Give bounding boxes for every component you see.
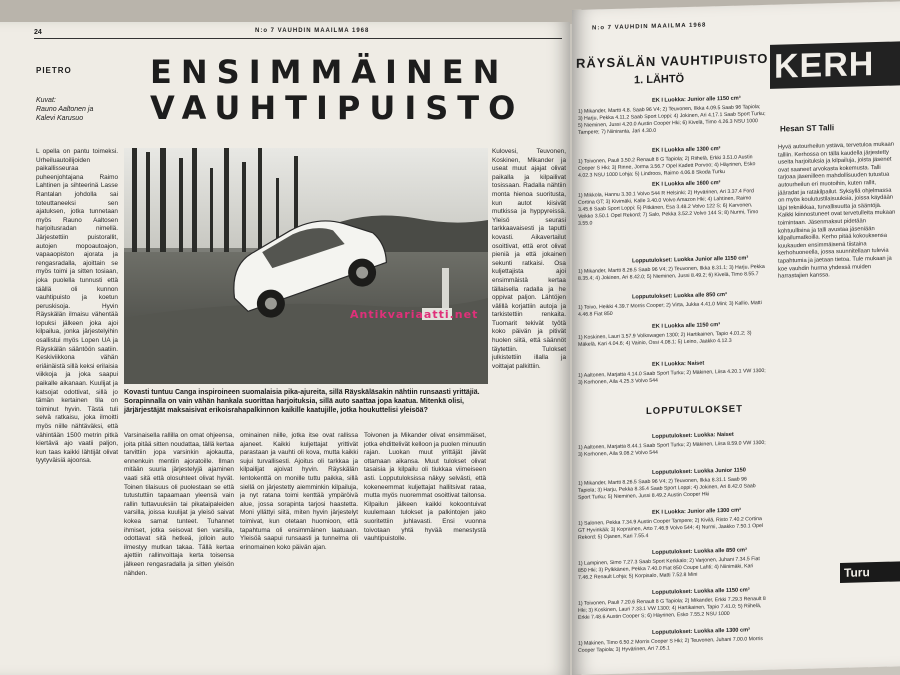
results-section-heading: EK I Luokka: Junior alle 1300 cm³ bbox=[652, 507, 741, 516]
title-line-2: VAUHTIPUISTO bbox=[150, 89, 525, 127]
kerho-heading: KERH bbox=[774, 45, 875, 86]
photo-credits: Kuvat: Rauno Aaltonen ja Kalevi Karusuo bbox=[36, 97, 94, 122]
results-list: 1) Toivonen, Pauli 7.20.6 Renault 8 G Tapiola; 2) Mikander, Erkki 7.29.3 Renault 8 Hki; 3) Koskinen, Lauri 7.33.1 VW 1300; 4) Hartikainen, Tapio 7.41.0; 5) Riihelä, Erkki 7.48.6 Austin Cooper S; 6) Häyrinen, Esko 7.55.2 NSU 1000 bbox=[578, 595, 766, 621]
results-section-heading: Lopputulokset: Luokka alle 1150 cm³ bbox=[652, 587, 750, 596]
header-rule bbox=[34, 38, 562, 39]
results-section-heading: Lopputulokset: Luokka alle 850 cm³ bbox=[652, 547, 747, 556]
results-section-heading: EK I Luokka alle 1150 cm³ bbox=[652, 322, 721, 330]
club-heading: Hesan ST Talli bbox=[780, 123, 835, 134]
watermark-text: Antikvariaatti.net bbox=[350, 308, 479, 321]
turu-heading: Turu bbox=[840, 561, 900, 583]
results-list: 1) Mikander, Martti 8.26.5 Saab 96 V4; 2) Teuvonen, Ilkka 8.31.1; 3) Harju, Pekka 8.35.4; 4) Jokinen, Ari 8.42.0; 5) Nieminen, Jussi 8.49.2; 6) Kivelä, Timo 8.55.7 bbox=[578, 263, 765, 282]
page-number: 24 bbox=[34, 29, 42, 36]
right-running-head: N:o 7 VAUHDIN MAAILMA 1968 bbox=[592, 22, 707, 32]
body-column-4: Toivonen ja Mikander olivat ensimmäiset, jotka ehdittelivät kelloon ja puolen minuutin rajan. Luokan muut yrittäjät jäivät ottamaan aikansa. Muut tulokset olivat tasaisia ja kilpailu oli tiukkaa viimeiseen asti. Lopputuloksissa näkyy selvästi, että kokeneemmat kuljettajat hallitsivat rataa, mutta myös nuoremmat osoittivat taitonsa. Kilpailun jälkeen kaikki kokoontuivat kuulemaan tulokset ja palkintojen jako suoritettiin juhlavasti. Ensi vuonna toivotaan yhtä hyvää menestystä vauhtipuistolle. bbox=[364, 432, 486, 543]
body-column-5: Kulovesi, Teuvonen, Koskinen, Mikander ja useat muut ajajat olivat paikalla ja kilpailivat tosissaan. Radalla nähtiin monta hienoa suoritusta, kun autot kiisivät mutkissa ja hyppyreissä. Yleisö seurasi tarkkaavaisesti ja taputti kovasti. Aikavertailut osoittivat, että erot olivat pieniä ja että jokainen sekunti ratkaisi. Osa kuljettajista ajoi ensimmäistä kertaa tällaisella radalla ja he oppivat paljon. Lähtöjen välillä korjattiin autoja ja tarkistettiin renkaita. Tuomarit tekivät työtä koko päivän ja pitivät huolen siitä, että säännöt täytettiin. Tulokset julkistettiin illalla ja voittajat palkittiin. bbox=[492, 148, 566, 370]
results-section-heading: EK I Luokka: Naiset bbox=[652, 360, 705, 368]
results-list: 1) Aaltonen, Marjatta 8.44.1 Saab Sport Turku; 2) Mäkinen, Liisa 8.59.0 VW 1300; 3) Korhonen, Aila 9.08.2 Volvo 544 bbox=[578, 439, 766, 458]
final-results-heading: LOPPUTULOKSET bbox=[646, 403, 743, 418]
results-title: RÄYSÄLÄN VAUHTIPUISTO bbox=[576, 50, 769, 71]
body-column-1: L opella on pantu toimeksi. Urheiluautoilijoiden paikallisseuraa puheenjohtajana Raimo Lahtinen ja sihteerinä Lasse Rantalan johdolla sai toteuttaneeksi sen ajatuksen, jotka tunnetaan myös Rauno Aaltosen harjoitusradan nimellä. Järjestettiin puistorallit, autojen mopoautoajon, vapaaopiston ajorata ja rengasradalla, ajoittain se myös toimi ja sitten tosiaan, joka puolella tunnusti että täällä oli kunnon vauhtipuisto ja koetun peruskisoja. Hyvin Räyskälän ilmaisu vähentää lopuksi jälkeen joka ajoi kilpailua, jonka järjestelyihin osallistui myös Lopen UA ja Räyskälän sääntöön saatiin. Keskiviikkona vähän eriäinäistä sillä keksi erilaisia viikkoja ja joka saapui paikalle aikanaan. Kuulijat ja katsojat odottivat, sillä jo tämän kertainen tila on toiminut hyvin. Tästä tuli selvä ratkaisu, joka ilmoitti myös niille nähtäväksi, että vähintään 1500 metrin pitkä kiertävä ajo vaatii paljon, kun taas kaikki lähtijät olivat tyytyväisiä ajoonsa. bbox=[36, 148, 118, 465]
results-list: 1) Toivo, Heikki 4.39.7 Morris Cooper; 2) Virta, Jukka 4.41.0 Mini; 3) Kallio, Matti 4.46.8 Fiat 850 bbox=[578, 300, 762, 318]
results-list: 1) Mikander, Martti 8.26.5 Saab 96 V4; 2) Teuvonen, Ilkka 8.31.1 Saab 96 Tapiola; 3) Harju, Pekka 8.35.4 Saab Sport Loppi; 4) Jokinen, Ari 8.42.0 Saab Sport Turku; 5) Nieminen, Jussi 8.49.2 Austin Cooper Hki bbox=[578, 476, 756, 501]
title-line-1: ENSIMMÄINEN bbox=[150, 53, 509, 91]
results-subtitle: 1. LÄHTÖ bbox=[634, 73, 685, 87]
rally-car-photo-illustration bbox=[124, 148, 488, 384]
rally-photo bbox=[124, 148, 488, 384]
results-list: 1) Mikander, Martti 4.8. Saab 96 V4; 2) Teuvonen, Ilkka 4.09.5 Saab 96 Tapiola; 3) Harju, Pekka 4.11.2 Saab Sport Loppi; 4) Jokinen, Ari 4.17.1 Saab Sport Turku; 5) Nieminen, Jussi 4.20.0 Austin Cooper Hki; 6) Kivelä, Timo 4.26.3 NSU 1000 Tampere; 7) Niiniranta, Jari 4.30.0 bbox=[578, 104, 766, 136]
results-list: 1) Mikkola, Hannu 3.30.1 Volvo 544 R Helsinki; 2) Hyvärinen, Ari 3.37.4 Ford Cortina GT; 3) Kivimäki, Kalle 3.40.0 Volvo Amazon Hki; 4) Lahtinen, Raimo 3.45.6 Saab Sport Loppi; 5) Pitkänen, Esa 3.48.2 Volvo 122 S; 6) Karvonen, Veikko 3.50.1 Opel Rekord; 7) Salo, Pekka 3.52.2 Volvo 144 S; 8) Nurmi, Timo 3.55.0 bbox=[578, 188, 759, 227]
running-head: N:o 7 VAUHDIN MAAILMA 1968 bbox=[255, 28, 370, 34]
article-title bbox=[150, 54, 524, 126]
article-author: PIETRO bbox=[36, 66, 72, 75]
results-list: 1) Toivonen, Pauli 3.50.2 Renault 8 G Tapiola; 2) Riihelä, Erkki 3.51.0 Austin Cooper S Hki; 3) Rinne, Jorma 3.56.7 Opel Kadett Porvoo; 4) Häyrinen, Esko 4.02.3 NSU 1000 Lohja; 5) Lindroos, Raimo 4.06.8 Skoda Turku bbox=[578, 154, 756, 179]
right-page bbox=[572, 1, 900, 675]
results-section-heading: EK I Luokka: Junior alle 1150 cm³ bbox=[652, 95, 741, 104]
results-section-heading: Lopputulokset: Luokka alle 1300 cm³ bbox=[652, 627, 750, 636]
results-section-heading: Lopputulokset: Luokka alle 850 cm³ bbox=[632, 291, 727, 301]
results-section-heading: Lopputulokset: Luokka Junior 1150 bbox=[652, 467, 746, 476]
results-list: 1) Koskinen, Lauri 3.57.9 Volkswagen 1300; 2) Hartikainen, Tapio 4.01.2; 3) Mäkelä, Kari 4.04.6; 4) Vainio, Ossi 4.08.1; 5) Leino, Jaakko 4.12.3 bbox=[578, 330, 752, 348]
results-list: 1) Mäkinen, Timo 6.50.2 Morris Cooper S Hki; 2) Teuvonen, Juhani 7.00.0 Morris Cooper Tapiola; 3) Hyvärinen, Ari 7.05.1 bbox=[578, 635, 764, 654]
results-section-heading: EK I Luokka alle 1300 cm³ bbox=[652, 146, 721, 154]
body-column-3: ominainen niille, jotka itse ovat rallissa ajaneet. Kaikki kuljettajat yrittivät parastaan ja vauhti oli kova, mutta kaikki sujui turvallisesti. Ajoitus oli tarkkaa ja kilpailijat ajoivat hyvin. Räyskälän lentokenttä on monille tuttu paikka, sillä siellä on järjestetty aiemminkin kilpailuja, ja nyt ratana toimi kenttää ympäröivä alue, jossa sorapinta tarjosi haastetta. Moni yllättyi siitä, miten hyvin järjestelyt toimivat, kun otetaan huomioon, että tapahtuma oli ensimmäinen laatuaan. Yleisöä saapui runsaasti ja tunnelma oli erinomainen koko päivän ajan. bbox=[240, 432, 358, 551]
results-section-heading: Lopputulokset: Luokka: Naiset bbox=[652, 431, 734, 440]
results-list: 1) Aaltonen, Marjatta 4.14.0 Saab Sport Turku; 2) Mäkinen, Liisa 4.20.1 VW 1300; 3) Korhonen, Aila 4.25.3 Volvo 544 bbox=[578, 367, 766, 386]
results-section-heading: EK I Luokka alle 1600 cm³ bbox=[652, 180, 721, 188]
photo-caption: Kovasti tuntuu Canga inspiroineen suomalaisia pika-ajureita, sillä Räyskäläsakin nähtiin runsaasti yrittäjiä. Sorapinnalla on vain vähän hankala suorittaa harjoituksia, sillä auto saattaa jopa kaatua. Mitenkä olisi, järjärjestäjät maksaisivat erikoisrahapalkinnon kaikille kaatujille, jotka houkuttelisi yleisöä? bbox=[124, 389, 480, 414]
results-section-heading: Lopputulokset: Luokka Junior alle 1150 cm³ bbox=[632, 255, 749, 265]
results-list: 1) Lampinen, Simo 7.27.3 Saab Sport Kerkkalo; 2) Varjonen, Juhani 7.34.5 Fiat 850 Hki; 3) Pylkkänen, Pekka 7.40.0 Fiat 850 Coupe Lahti; 4) Niinimäki, Kari 7.46.2 Renault Lohja; 5) Korpisalo, Matti 7.52.8 Mini bbox=[578, 556, 760, 581]
results-list: 1) Salonen, Pekka 7.34.9 Austin Cooper Tampere; 2) Kivilä, Risto 7.40.2 Cortina GT Hyvinkää; 3) Koprainen, Arto 7.46.9 Volvo 544; 4) Nurmi, Jaakko 7.50.1 Opel Rekord; 5) Ojanen, Kari 7.55.4 bbox=[578, 516, 764, 541]
club-text: Hyvä autourheilun ystävä, tervetuloa mukaan talliin. Kerhossa on tällä kaudella järjestetty useita harjoituksia ja kilpailuja, joista jäsenet ovat saaneet arvokasta kokemusta. Talli tarjoaa jäsenilleen mahdollisuuden tutustua autourheilun eri muotoihin, kuten rallit, jääradat ja ratakilpailut. Syksyllä ohjelmassa on myös koulutustilaisuuksia, joissa käydään läpi tekniikkaa, turvallisuutta ja sääntöjä. Kaikki kiinnostuneet ovat tervetulleita mukaan toimintaan. Jäsenmaksut pidetään kohtuullisina ja talli avustaa jäseniään kilpailumatkoilla. Kerho pitää kokouksensa kuukauden ensimmäisenä tiistaina kerhohuoneella, jossa suunnitellaan tulevia tapahtumia ja jaetaan tietoa. Tule mukaan ja koe vauhdin hurma yhdessä muiden harrastajien kanssa. bbox=[778, 141, 896, 280]
body-column-2: Varsinaisella rallilla on omat ohjeensa, joita pitää sitten noudattaa, tällä kertaa tarvittiin jopa varsinkin ajokautta, ennenkuin mentiin ajoratoille. Ilman mitään suuria järjestelyjä ajaminen vaati sitä että olosuhteet olivat hyvät. Toinen tilaisuus oli puolestaan se että tutustuttiin tapaamaan yleensä vain rallin tuttavuuksiin tai pikataipaleiden varsilla, joissa kuulijat ja yleisö saivat kokea samat tunteet. Tuhannet ihmiset, jotka seisovat tien varsilla, odottavat sitä hetkeä, jolloin auto ilmestyy mutkan takaa. Tällä kertaa ajettiin rallinvoittaja kerta toisensa jälkeen rengasradalla ja sitten yleisön nähden. bbox=[124, 432, 234, 577]
